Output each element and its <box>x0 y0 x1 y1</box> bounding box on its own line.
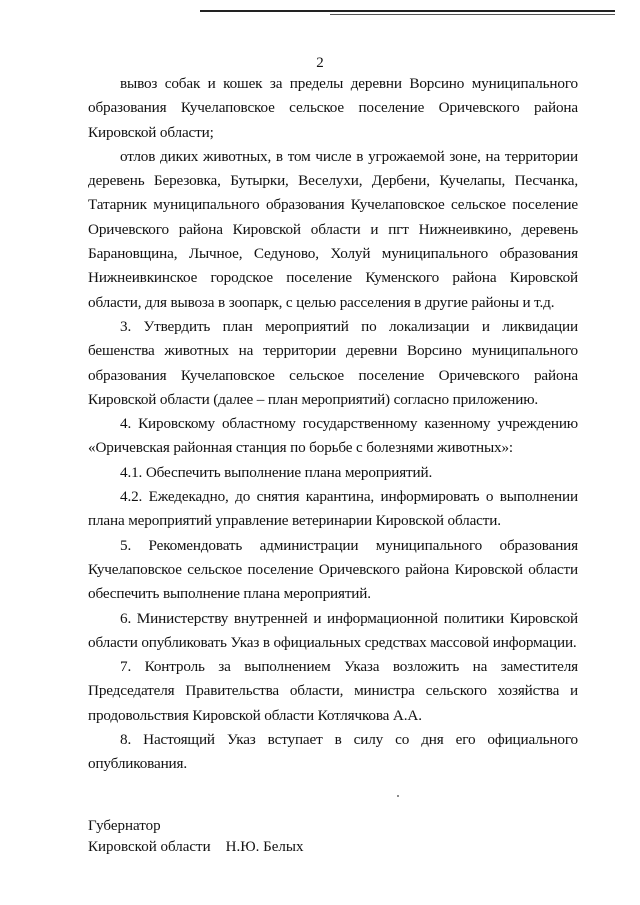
paragraph-item-4-1: 4.1. Обеспечить выполнение плана мероприятий. <box>120 463 433 481</box>
decree-body <box>88 72 578 777</box>
signature-title: Губернатор <box>88 818 161 834</box>
signature-line <box>88 837 303 858</box>
signature-region: Кировской области <box>88 839 211 855</box>
top-rule <box>200 10 615 12</box>
paragraph-wild-animals: отлов диких животных, в том числе в угрожаемой зоне, на территории деревень Березовка, Бутырки, Веселухи, Дербени, Кучелапы, Песчанка, Татарник муниципального образования Кучелаповское сельское поселение Оричевского района Кировской области и пгт Нижнеивкино, деревень Барановщина, Лычное, Седуново, Холуй муниципального образования Нижнеивкинское городское поселение Куменского района Кировской области, для вывоза в зоопарк, с целью расселения в другие районы и т.д. <box>88 147 578 311</box>
signature-block <box>88 816 303 858</box>
signature-name: Н.Ю. Белых <box>225 839 304 855</box>
paragraph-item-6: 6. Министерству внутренней и информационной политики Кировской области опубликовать Указ в официальных средствах массовой информации. <box>88 609 578 651</box>
paragraph-item-5: 5. Рекомендовать администрации муниципального образования Кучелаповское сельское поселение Оричевского района Кировской области обеспечить выполнение плана мероприятий. <box>88 536 578 603</box>
paragraph-item-4: 4. Кировскому областному государственному казенному учреждению «Оричевская районная станция по борьбе с болезнями животных»: <box>88 415 578 457</box>
paragraph-item-3: 3. Утвердить план мероприятий по локализации и ликвидации бешенства животных на территории деревни Ворсино муниципального образования Кучелаповское сельское поселение Оричевского района Кировской области (далее – план мероприятий) согласно приложению. <box>88 317 578 408</box>
page-number: 2 <box>316 55 324 71</box>
paragraph-item-7: 7. Контроль за выполнением Указа возложить на заместителя Председателя Правительства области, министра сельского хозяйства и продовольствия Кировской области Котлячкова А.А. <box>88 658 578 724</box>
paragraph-item-4-2: 4.2. Ежедекадно, до снятия карантина, информировать о выполнении плана мероприятий управление ветеринарии Кировской области. <box>88 488 578 530</box>
top-rule-secondary <box>330 14 615 15</box>
scan-speck <box>397 795 399 797</box>
paragraph-removal-of-pets: вывоз собак и кошек за пределы деревни Ворсино муниципального образования Кучелаповское сельское поселение Оричевского района Кировской области; <box>88 75 578 141</box>
paragraph-item-8: 8. Настоящий Указ вступает в силу со дня его официального опубликования. <box>88 731 578 773</box>
